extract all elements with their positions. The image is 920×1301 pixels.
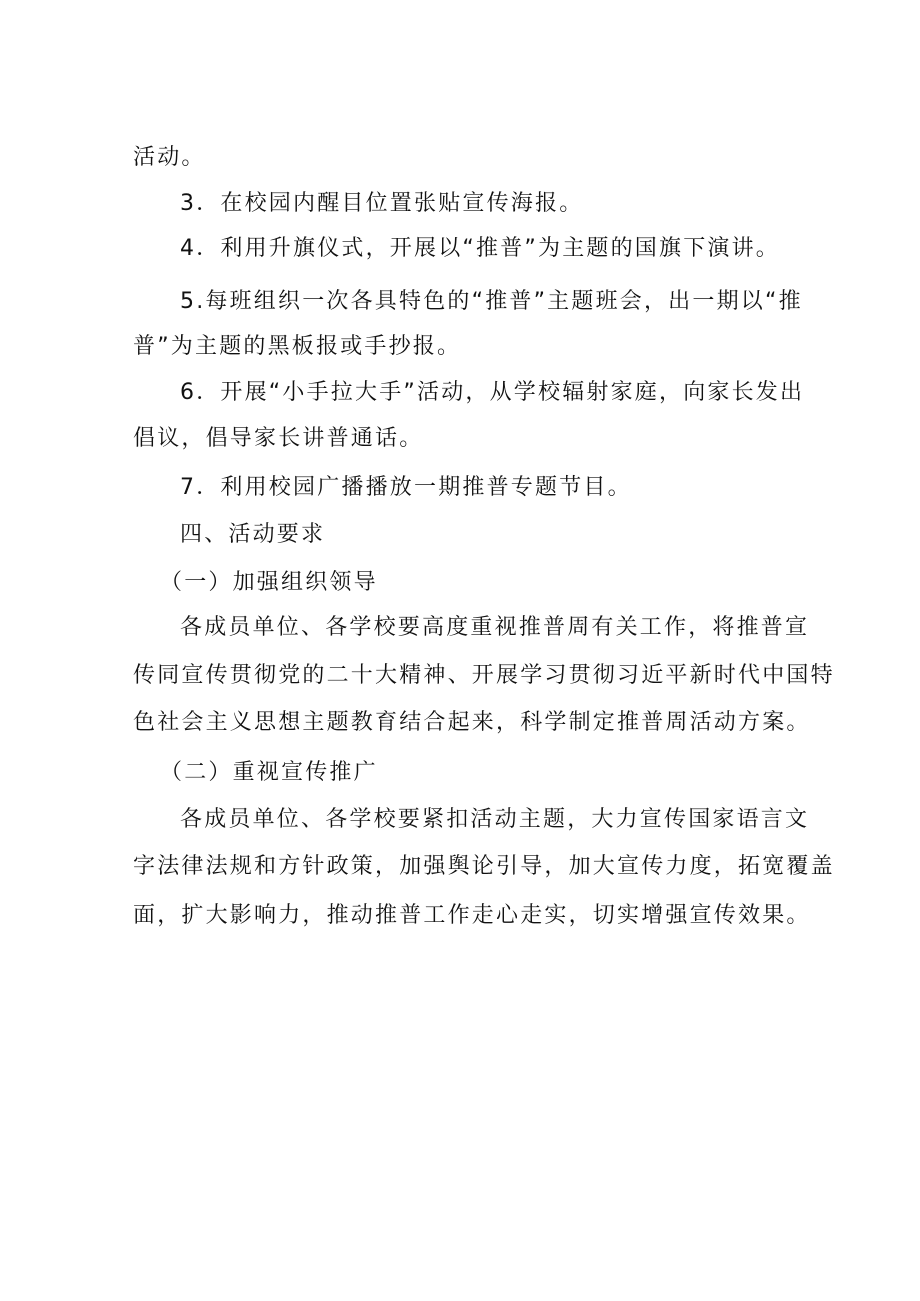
paragraph-line: 面，扩大影响力，推动推普工作走心走实，切实增强宣传效果。 — [133, 903, 811, 928]
paragraph-line: 传同宣传贯彻党的二十大精神、开展学习贯彻习近平新时代中国特 — [133, 663, 835, 688]
list-item-5: 5.每班组织一次各具特色的“推普”主题班会，出一期以“推 — [180, 289, 803, 314]
paragraph-line: 各成员单位、各学校要紧扣活动主题，大力宣传国家语言文 — [180, 807, 810, 832]
list-item-7: 7．利用校园广播播放一期推普专题节目。 — [180, 475, 632, 500]
paragraph-line: 色社会主义思想主题教育结合起来，科学制定推普周活动方案。 — [133, 710, 811, 735]
list-item-4: 4．利用升旗仪式，开展以“推普”为主题的国旗下演讲。 — [180, 236, 780, 261]
paragraph-line: 字法律法规和方针政策，加强舆论引导，加大宣传力度，拓宽覆盖 — [133, 854, 835, 879]
list-item-3: 3．在校园内醒目位置张贴宣传海报。 — [180, 191, 584, 216]
subsection-heading: （二）重视宣传推广 — [160, 760, 378, 785]
subsection-heading: （一）加强组织领导 — [160, 570, 378, 595]
text-line: 普”为主题的黑板报或手抄报。 — [133, 334, 462, 359]
list-item-6: 6．开展“小手拉大手”活动，从学校辐射家庭，向家长发出 — [180, 380, 805, 405]
section-heading: 四、活动要求 — [180, 522, 326, 547]
text-line: 倡议，倡导家长讲普通话。 — [133, 426, 424, 451]
paragraph-line: 各成员单位、各学校要高度重视推普周有关工作，将推普宣 — [180, 615, 810, 640]
text-line: 活动。 — [133, 145, 206, 170]
